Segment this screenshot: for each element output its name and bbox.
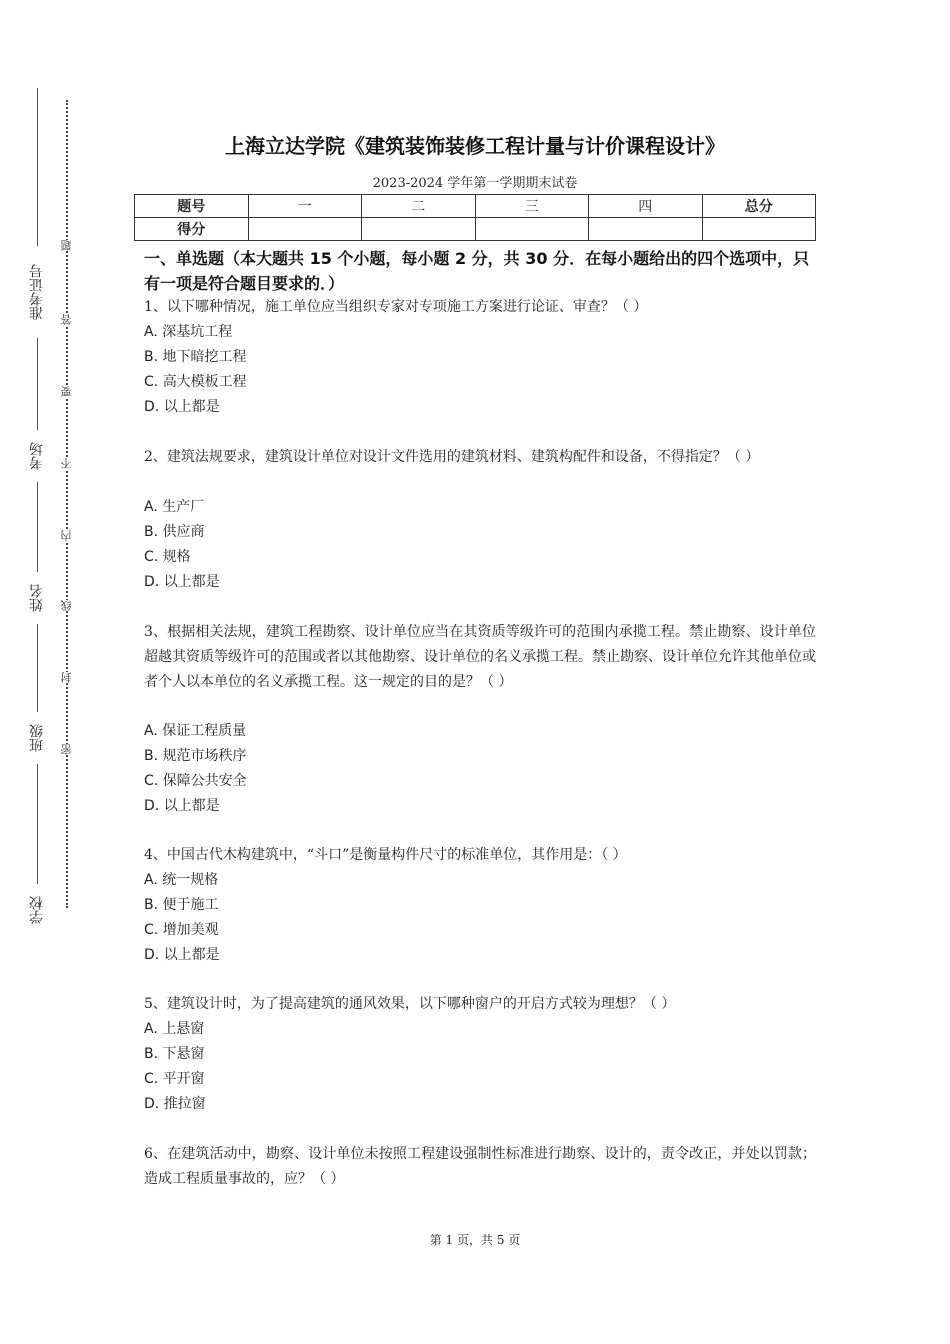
option-key: A. — [144, 324, 158, 340]
question-2-option-a — [144, 495, 204, 520]
binding-line — [37, 88, 38, 923]
option-text: 统一规格 — [162, 872, 219, 888]
question-2-option-c — [144, 545, 191, 570]
option-key: C. — [144, 922, 159, 938]
option-key: D. — [144, 399, 160, 415]
page-number: 第 1 页，共 5 页 — [429, 1233, 521, 1247]
question-3-option-c — [144, 769, 247, 794]
score-cell — [702, 218, 816, 241]
option-text: 便于施工 — [162, 897, 219, 913]
option-text: 下悬窗 — [162, 1046, 205, 1062]
exam-subtitle: 2023-2024 学年第一学期期末试卷 — [372, 176, 578, 191]
option-key: B. — [144, 524, 159, 540]
option-key: B. — [144, 1046, 159, 1062]
score-header-cell: 三 — [475, 195, 589, 218]
score-header-cell: 总分 — [702, 195, 816, 218]
question-4-option-c — [144, 918, 219, 943]
option-key: A. — [144, 872, 158, 888]
option-text: 以上都是 — [163, 399, 220, 415]
school-label: 学校 — [18, 884, 56, 936]
seal-char: 线 — [58, 600, 76, 611]
seal-dotted-line — [66, 100, 68, 908]
option-text: 推拉窗 — [163, 1096, 206, 1112]
seal-char: 答 — [58, 314, 76, 325]
option-text: 上悬窗 — [162, 1021, 205, 1037]
option-key: A. — [144, 723, 158, 739]
question-3-option-a — [144, 719, 246, 744]
section-heading: 一、单选题（本大题共 15 个小题，每小题 2 分，共 30 分．在每小题给出的四个选项中，只有一项是符合题目要求的．） — [144, 249, 810, 293]
seal-char: 题 — [58, 240, 76, 251]
option-text: 供应商 — [162, 524, 205, 540]
question-2-text: 2、建筑法规要求，建筑设计单位对设计文件选用的建筑材料、建筑构配件和设备，不得指定？（ ） — [144, 449, 760, 465]
option-text: 高大模板工程 — [162, 374, 247, 390]
score-header-cell: 四 — [589, 195, 703, 218]
question-1-option-b — [144, 345, 247, 370]
score-table-score-row — [135, 218, 816, 241]
class-label: 班级 — [18, 712, 56, 764]
option-key: C. — [144, 773, 159, 789]
option-text: 保障公共安全 — [162, 773, 247, 789]
exam-room-label: 考场 — [18, 430, 56, 482]
option-text: 平开窗 — [162, 1071, 205, 1087]
option-text: 地下暗挖工程 — [162, 349, 247, 365]
option-key: D. — [144, 798, 160, 814]
option-text: 以上都是 — [163, 574, 220, 590]
option-key: A. — [144, 499, 158, 515]
question-1-text: 1、以下哪种情况，施工单位应当组织专家对专项施工方案进行论证、审查？（ ） — [144, 299, 648, 315]
option-key: C. — [144, 549, 159, 565]
question-4-option-d — [144, 943, 220, 968]
option-key: B. — [144, 349, 159, 365]
question-2-option-d — [144, 570, 220, 595]
question-1-option-d — [144, 395, 220, 420]
seal-char: 要 — [58, 386, 76, 397]
seal-char: 不 — [58, 458, 76, 469]
seal-char: 封 — [58, 672, 76, 683]
question-1-option-a — [144, 320, 232, 345]
option-text: 规格 — [162, 549, 191, 565]
exam-number-label: 准考证号 — [18, 246, 56, 338]
option-text: 生产厂 — [162, 499, 205, 515]
question-3-option-d — [144, 794, 220, 819]
question-5-option-a — [144, 1017, 204, 1042]
score-row-label: 得分 — [135, 218, 249, 241]
option-text: 以上都是 — [163, 798, 220, 814]
name-label: 姓名 — [18, 572, 56, 624]
option-text: 保证工程质量 — [162, 723, 247, 739]
option-text: 以上都是 — [163, 947, 220, 963]
question-5-option-b — [144, 1042, 205, 1067]
question-5-option-d — [144, 1092, 206, 1117]
score-cell — [475, 218, 589, 241]
exam-title: 上海立达学院《建筑装饰装修工程计量与计价课程设计》 — [225, 134, 725, 158]
score-cell — [362, 218, 476, 241]
question-3-text: 3、根据相关法规，建筑工程勘察、设计单位应当在其资质等级许可的范围内承揽工程。禁止勘察、设计单位超越其资质等级许可的范围或者以其他勘察、设计单位的名义承揽工程。禁止勘察、设计单位允许其他单位或者个人以本单位的名义承揽工程。这一规定的目的是？（ ） — [144, 624, 816, 690]
option-key: C. — [144, 374, 159, 390]
option-text: 规范市场秩序 — [162, 748, 247, 764]
score-table — [134, 194, 816, 241]
option-text: 增加美观 — [162, 922, 219, 938]
question-3-option-b — [144, 744, 247, 769]
option-key: D. — [144, 1096, 160, 1112]
option-key: B. — [144, 897, 159, 913]
score-cell — [248, 218, 362, 241]
seal-char: 密 — [58, 744, 76, 755]
score-table-header-row — [135, 195, 816, 218]
option-key: A. — [144, 1021, 158, 1037]
score-header-cell: 题号 — [135, 195, 249, 218]
option-key: C. — [144, 1071, 159, 1087]
seal-char: 内 — [58, 530, 76, 541]
option-text: 深基坑工程 — [162, 324, 233, 340]
question-4-option-b — [144, 893, 219, 918]
score-cell — [589, 218, 703, 241]
question-1-option-c — [144, 370, 247, 395]
option-key: B. — [144, 748, 159, 764]
score-header-cell: 一 — [248, 195, 362, 218]
option-key: D. — [144, 574, 160, 590]
score-header-cell: 二 — [362, 195, 476, 218]
question-5-option-c — [144, 1067, 205, 1092]
question-4-text: 4、中国古代木构建筑中，“斗口”是衡量构件尺寸的标准单位，其作用是：（ ） — [144, 847, 627, 863]
question-6-text: 6、在建筑活动中，勘察、设计单位未按照工程建设强制性标准进行勘察、设计的，责令改正，并处以罚款；造成工程质量事故的，应？（ ） — [144, 1146, 816, 1187]
question-4-option-a — [144, 868, 218, 893]
question-5-text: 5、建筑设计时，为了提高建筑的通风效果，以下哪种窗户的开启方式较为理想？（ ） — [144, 996, 676, 1012]
question-2-option-b — [144, 520, 205, 545]
option-key: D. — [144, 947, 160, 963]
